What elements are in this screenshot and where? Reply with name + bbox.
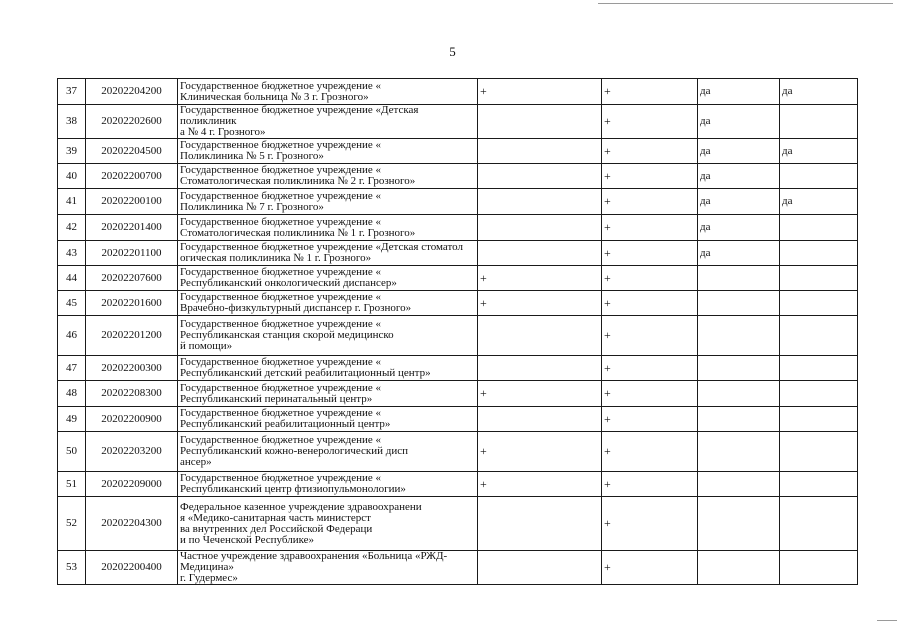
row-col5-cell: + xyxy=(602,105,698,139)
row-col7-cell: да xyxy=(780,79,858,105)
row-col6-cell: да xyxy=(698,105,780,139)
row-col5-cell: + xyxy=(602,241,698,266)
row-name-cell: Государственное бюджетное учреждение « Республиканская станция скорой медицинско й помощи» xyxy=(178,316,478,356)
table-row xyxy=(58,79,858,105)
table-row xyxy=(58,551,858,585)
row-code-cell: 20202204200 xyxy=(86,79,178,105)
row-name-cell: Государственное бюджетное учреждение « Республиканский реабилитационный центр» xyxy=(178,407,478,432)
row-col4-cell xyxy=(478,241,602,266)
row-col4-cell xyxy=(478,105,602,139)
row-number-cell: 41 xyxy=(58,189,86,215)
table-row xyxy=(58,241,858,266)
row-col6-cell: да xyxy=(698,79,780,105)
row-col6-cell: да xyxy=(698,215,780,241)
row-name-cell: Государственное бюджетное учреждение « Поликлиника № 7 г. Грозного» xyxy=(178,189,478,215)
row-number-cell: 50 xyxy=(58,432,86,472)
row-number-cell: 49 xyxy=(58,407,86,432)
table-row xyxy=(58,189,858,215)
row-code-cell: 20202201100 xyxy=(86,241,178,266)
row-number-cell: 51 xyxy=(58,472,86,497)
row-col7-cell xyxy=(780,105,858,139)
row-col6-cell xyxy=(698,472,780,497)
row-name-cell: Государственное бюджетное учреждение « Республиканский детский реабилитационный центр» xyxy=(178,356,478,381)
table-row xyxy=(58,432,858,472)
table-row xyxy=(58,472,858,497)
row-number-cell: 37 xyxy=(58,79,86,105)
row-col7-cell xyxy=(780,551,858,585)
table-row xyxy=(58,407,858,432)
row-code-cell: 20202200400 xyxy=(86,551,178,585)
row-col6-cell: да xyxy=(698,189,780,215)
row-code-cell: 20202200100 xyxy=(86,189,178,215)
row-col7-cell xyxy=(780,381,858,407)
registry-table xyxy=(57,78,858,585)
row-number-cell: 46 xyxy=(58,316,86,356)
row-col4-cell: + xyxy=(478,79,602,105)
row-code-cell: 20202200300 xyxy=(86,356,178,381)
row-col7-cell xyxy=(780,266,858,291)
row-col5-cell: + xyxy=(602,472,698,497)
row-code-cell: 20202207600 xyxy=(86,266,178,291)
row-col6-cell xyxy=(698,266,780,291)
row-code-cell: 20202201400 xyxy=(86,215,178,241)
row-code-cell: 20202204300 xyxy=(86,497,178,551)
row-col6-cell xyxy=(698,497,780,551)
row-col5-cell: + xyxy=(602,381,698,407)
table-row xyxy=(58,139,858,164)
row-col5-cell: + xyxy=(602,497,698,551)
row-col5-cell: + xyxy=(602,164,698,189)
row-col7-cell xyxy=(780,497,858,551)
row-col7-cell xyxy=(780,241,858,266)
row-number-cell: 38 xyxy=(58,105,86,139)
row-col5-cell: + xyxy=(602,407,698,432)
row-number-cell: 47 xyxy=(58,356,86,381)
row-col7-cell: да xyxy=(780,139,858,164)
row-col7-cell: да xyxy=(780,189,858,215)
row-name-cell: Государственное бюджетное учреждение «Детская поликлиник а № 4 г. Грозного» xyxy=(178,105,478,139)
row-col5-cell: + xyxy=(602,291,698,316)
row-col4-cell xyxy=(478,189,602,215)
row-col6-cell xyxy=(698,356,780,381)
row-col4-cell xyxy=(478,164,602,189)
row-code-cell: 20202204500 xyxy=(86,139,178,164)
row-code-cell: 20202200900 xyxy=(86,407,178,432)
row-col6-cell: да xyxy=(698,241,780,266)
row-code-cell: 20202200700 xyxy=(86,164,178,189)
table-row xyxy=(58,381,858,407)
row-col7-cell xyxy=(780,291,858,316)
row-number-cell: 43 xyxy=(58,241,86,266)
row-col4-cell xyxy=(478,356,602,381)
row-col4-cell xyxy=(478,497,602,551)
row-code-cell: 20202203200 xyxy=(86,432,178,472)
row-number-cell: 53 xyxy=(58,551,86,585)
row-code-cell: 20202202600 xyxy=(86,105,178,139)
row-col6-cell xyxy=(698,316,780,356)
row-col4-cell xyxy=(478,407,602,432)
row-number-cell: 48 xyxy=(58,381,86,407)
table-row xyxy=(58,215,858,241)
row-col6-cell xyxy=(698,291,780,316)
row-col5-cell: + xyxy=(602,432,698,472)
row-name-cell: Государственное бюджетное учреждение « Клиническая больница № 3 г. Грозного» xyxy=(178,79,478,105)
row-col4-cell xyxy=(478,316,602,356)
row-number-cell: 52 xyxy=(58,497,86,551)
row-col4-cell: + xyxy=(478,381,602,407)
row-col7-cell xyxy=(780,316,858,356)
row-col6-cell: да xyxy=(698,139,780,164)
row-number-cell: 45 xyxy=(58,291,86,316)
row-col6-cell xyxy=(698,551,780,585)
row-col4-cell xyxy=(478,551,602,585)
table-row xyxy=(58,266,858,291)
row-col4-cell: + xyxy=(478,472,602,497)
row-name-cell: Федеральное казенное учреждение здравоохранени я «Медико-санитарная часть министерст ва внутренних дел Российской Федераци и по Чеченской Республике» xyxy=(178,497,478,551)
row-number-cell: 39 xyxy=(58,139,86,164)
row-name-cell: Государственное бюджетное учреждение « Республиканский онкологический диспансер» xyxy=(178,266,478,291)
row-col5-cell: + xyxy=(602,551,698,585)
row-code-cell: 20202201200 xyxy=(86,316,178,356)
row-name-cell: Государственное бюджетное учреждение « Поликлиника № 5 г. Грозного» xyxy=(178,139,478,164)
row-number-cell: 40 xyxy=(58,164,86,189)
row-col5-cell: + xyxy=(602,356,698,381)
row-col5-cell: + xyxy=(602,189,698,215)
row-col7-cell xyxy=(780,432,858,472)
row-name-cell: Частное учреждение здравоохранения «Больница «РЖД-Медицина» г. Гудермес» xyxy=(178,551,478,585)
row-name-cell: Государственное бюджетное учреждение « Стоматологическая поликлиника № 1 г. Грозного» xyxy=(178,215,478,241)
row-col6-cell: да xyxy=(698,164,780,189)
table-row xyxy=(58,356,858,381)
row-code-cell: 20202208300 xyxy=(86,381,178,407)
row-col5-cell: + xyxy=(602,266,698,291)
row-col5-cell: + xyxy=(602,139,698,164)
row-name-cell: Государственное бюджетное учреждение « Республиканский кожно-венерологический дисп ансер» xyxy=(178,432,478,472)
table-row xyxy=(58,105,858,139)
row-col5-cell: + xyxy=(602,316,698,356)
row-name-cell: Государственное бюджетное учреждение « Врачебно-физкультурный диспансер г. Грозного» xyxy=(178,291,478,316)
row-col4-cell: + xyxy=(478,432,602,472)
row-col7-cell xyxy=(780,215,858,241)
scan-edge-line xyxy=(598,3,893,4)
table-row xyxy=(58,497,858,551)
row-col7-cell xyxy=(780,472,858,497)
row-code-cell: 20202209000 xyxy=(86,472,178,497)
row-col7-cell xyxy=(780,164,858,189)
row-col5-cell: + xyxy=(602,79,698,105)
row-name-cell: Государственное бюджетное учреждение « Республиканский перинатальный центр» xyxy=(178,381,478,407)
table-row xyxy=(58,291,858,316)
row-col6-cell xyxy=(698,381,780,407)
table-row xyxy=(58,164,858,189)
row-col4-cell: + xyxy=(478,291,602,316)
registry-table-body xyxy=(58,79,858,585)
page-number: 5 xyxy=(449,44,456,59)
scan-edge-line xyxy=(877,620,897,621)
row-col4-cell xyxy=(478,215,602,241)
row-name-cell: Государственное бюджетное учреждение «Детская стоматол огическая поликлиника № 1 г. Грозного» xyxy=(178,241,478,266)
row-number-cell: 42 xyxy=(58,215,86,241)
row-col4-cell: + xyxy=(478,266,602,291)
row-name-cell: Государственное бюджетное учреждение « Стоматологическая поликлиника № 2 г. Грозного» xyxy=(178,164,478,189)
row-col6-cell xyxy=(698,432,780,472)
row-code-cell: 20202201600 xyxy=(86,291,178,316)
row-col4-cell xyxy=(478,139,602,164)
row-col7-cell xyxy=(780,407,858,432)
row-col7-cell xyxy=(780,356,858,381)
row-number-cell: 44 xyxy=(58,266,86,291)
row-col6-cell xyxy=(698,407,780,432)
row-col5-cell: + xyxy=(602,215,698,241)
row-name-cell: Государственное бюджетное учреждение « Республиканский центр фтизиопульмонологии» xyxy=(178,472,478,497)
table-row xyxy=(58,316,858,356)
